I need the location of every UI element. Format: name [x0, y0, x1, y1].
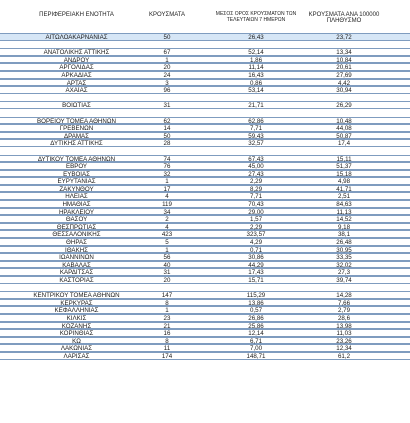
- cases-cell: 8: [165, 299, 169, 307]
- regional-unit-cell: ΒΟΙΩΤΙΑΣ: [62, 102, 91, 110]
- average-cell: 52,14: [248, 49, 264, 57]
- per-100k-cell: 2,79: [337, 307, 351, 315]
- regional-unit-cell: ΔΡΑΜΑΣ: [63, 132, 90, 140]
- cases-cell: 56: [163, 254, 171, 262]
- table-row: [0, 155, 410, 163]
- table-row: [0, 162, 410, 170]
- table-row: [0, 33, 410, 41]
- cases-cell: 74: [163, 155, 171, 163]
- table-row: [0, 192, 410, 200]
- per-100k-cell: 14,28: [336, 292, 352, 300]
- regional-unit-cell: ΑΡΤΑΣ: [66, 79, 87, 87]
- table-row: [0, 208, 410, 216]
- table-row: [0, 48, 410, 56]
- average-cell: 21,71: [248, 102, 264, 110]
- regional-unit-cell: ΚΕΦΑΛΛΗΝΙΑΣ: [54, 307, 99, 315]
- spacer-row: [0, 94, 410, 102]
- regional-unit-cell: ΕΥΒΟΙΑΣ: [63, 170, 90, 178]
- table-row: [0, 306, 410, 314]
- cases-cell: 119: [162, 201, 172, 209]
- regional-unit-cell: ΑΧΑΪΑΣ: [65, 87, 88, 95]
- per-100k-cell: 11,03: [336, 330, 352, 338]
- per-100k-cell: 33,35: [336, 254, 352, 262]
- average-cell: 32,57: [248, 140, 264, 148]
- regional-unit-cell: ΑΡΚΑΔΙΑΣ: [61, 71, 92, 79]
- regional-unit-cell: ΕΒΡΟΥ: [65, 163, 88, 171]
- cases-cell: 174: [161, 352, 173, 360]
- header-cases: ΚΡΟΥΣΜΑΤΑ: [149, 12, 185, 18]
- average-cell: 11,14: [248, 64, 264, 72]
- table-row: [0, 230, 410, 238]
- average-cell: 53,14: [248, 87, 264, 95]
- average-cell: 1,57: [249, 216, 263, 224]
- average-cell: 12,14: [248, 330, 264, 338]
- regional-unit-cell: ΘΕΣΣΑΛΟΝΙΚΗΣ: [52, 231, 101, 239]
- average-cell: 45,00: [248, 163, 264, 171]
- table-row: [0, 352, 410, 360]
- average-cell: 148,71: [246, 352, 266, 360]
- table-row: [0, 314, 410, 322]
- average-cell: 7,00: [249, 345, 263, 353]
- table-row: [0, 215, 410, 223]
- average-cell: 70,43: [248, 201, 264, 209]
- cases-cell: 31: [163, 102, 171, 110]
- spacer-row: [0, 284, 410, 292]
- per-100k-cell: 41,71: [336, 185, 352, 193]
- table-header: [0, 0, 410, 33]
- average-cell: 115,29: [246, 292, 266, 300]
- average-cell: 26,43: [248, 34, 264, 41]
- regional-unit-cell: ΑΝΔΡΟΥ: [63, 56, 90, 64]
- regional-unit-cell: ΗΡΑΚΛΕΙΟΥ: [58, 208, 95, 216]
- table-row: [0, 268, 410, 276]
- per-100k-cell: 30,94: [336, 87, 352, 95]
- average-cell: 323,57: [246, 231, 266, 239]
- per-100k-cell: 51,37: [336, 163, 352, 171]
- spacer-row: [0, 109, 410, 117]
- cases-cell: 423: [161, 231, 173, 239]
- table-row: [0, 132, 410, 140]
- cases-cell: 17: [163, 185, 171, 193]
- cases-cell: 96: [163, 87, 171, 95]
- table-row: [0, 276, 410, 284]
- cases-cell: 8: [165, 337, 169, 345]
- cases-cell: 147: [161, 292, 173, 300]
- average-cell: 59,43: [248, 132, 264, 140]
- regional-unit-cell: ΗΜΑΘΙΑΣ: [62, 201, 91, 209]
- cases-cell: 20: [163, 64, 171, 72]
- per-100k-cell: 13,98: [336, 322, 352, 330]
- cases-cell: 4: [165, 193, 169, 201]
- cases-cell: 16: [163, 330, 171, 338]
- average-cell: 27,43: [248, 170, 264, 178]
- table-row: [0, 177, 410, 185]
- table-row: [0, 299, 410, 307]
- cases-cell: 1: [165, 307, 169, 315]
- per-100k-cell: 39,74: [336, 277, 352, 284]
- average-cell: 2,29: [249, 223, 263, 231]
- cases-cell: 14: [163, 125, 171, 133]
- per-100k-cell: 30,95: [336, 246, 352, 254]
- table-row: [0, 344, 410, 352]
- cases-cell: 62: [163, 117, 171, 125]
- regional-unit-cell: ΘΑΣΟΥ: [65, 216, 88, 224]
- cases-cell: 40: [163, 261, 171, 269]
- per-100k-cell: 4,42: [337, 79, 351, 87]
- table-row: [0, 185, 410, 193]
- average-cell: 0,57: [249, 307, 263, 315]
- regional-unit-cell: ΖΑΚΥΝΘΟΥ: [59, 185, 94, 193]
- regional-unit-cell: ΚΟΡΙΝΘΙΑΣ: [59, 330, 94, 338]
- average-cell: 16,43: [248, 71, 264, 79]
- regional-unit-cell: ΚΑΡΔΙΤΣΑΣ: [59, 269, 94, 277]
- average-cell: 8,29: [249, 185, 263, 193]
- regional-unit-cell: ΔΥΤΙΚΗΣ ΑΤΤΙΚΗΣ: [50, 140, 103, 148]
- table-row: [0, 238, 410, 246]
- cases-cell: 28: [163, 140, 171, 148]
- cases-cell: 11: [163, 345, 171, 353]
- table-row: [0, 63, 410, 71]
- regional-unit-cell: ΑΡΓΟΛΙΔΑΣ: [59, 64, 94, 72]
- table-row: [0, 322, 410, 330]
- regional-unit-cell: ΑΝΑΤΟΛΙΚΗΣ ΑΤΤΙΚΗΣ: [43, 49, 110, 57]
- cases-cell: 31: [163, 269, 171, 277]
- cases-cell: 1: [165, 246, 169, 254]
- cases-cell: 3: [165, 79, 169, 87]
- per-100k-cell: 27,69: [336, 71, 352, 79]
- per-100k-cell: 32,02: [336, 261, 352, 269]
- cases-cell: 1: [165, 178, 169, 186]
- cases-cell: 2: [165, 216, 169, 224]
- header-7day-average: ΜΕΣΟΣ ΟΡΟΣ ΚΡΟΥΣΜΑΤΩΝ ΤΩΝ ΤΕΛΕΥΤΑΙΩΝ 7 ΗΜΕΡΩΝ: [215, 11, 297, 23]
- table-row: [0, 170, 410, 178]
- regional-unit-cell: ΚΟΖΑΝΗΣ: [61, 322, 92, 330]
- cases-cell: 34: [163, 208, 171, 216]
- per-100k-cell: 2,51: [337, 193, 351, 201]
- per-100k-cell: 14,52: [336, 216, 352, 224]
- average-cell: 1,86: [249, 56, 263, 64]
- regional-unit-cell: ΚΙΛΚΙΣ: [66, 314, 87, 322]
- table-row: [0, 124, 410, 132]
- table-row: [0, 71, 410, 79]
- cases-cell: 32: [163, 170, 171, 178]
- cases-cell: 23: [163, 314, 171, 322]
- regional-unit-cell: ΓΡΕΒΕΝΩΝ: [59, 125, 94, 133]
- cases-cell: 1: [165, 56, 169, 64]
- regional-unit-cell: ΘΕΣΠΡΩΤΙΑΣ: [56, 223, 97, 231]
- regional-unit-cell: ΚΩ: [72, 337, 81, 345]
- cases-cell: 5: [165, 239, 169, 247]
- per-100k-cell: 4,98: [337, 178, 351, 186]
- per-100k-cell: 20,61: [336, 64, 352, 72]
- per-100k-cell: 50,87: [336, 132, 352, 140]
- table-row: [0, 200, 410, 208]
- per-100k-cell: 15,18: [336, 170, 352, 178]
- table-row: [0, 79, 410, 87]
- average-cell: 62,86: [248, 117, 264, 125]
- average-cell: 7,71: [249, 125, 263, 133]
- cases-table: [0, 33, 410, 360]
- per-100k-cell: 26,29: [336, 102, 352, 110]
- regional-unit-cell: ΙΘΑΚΗΣ: [65, 246, 88, 254]
- table-row: [0, 101, 410, 109]
- per-100k-cell: 26,48: [336, 239, 352, 247]
- per-100k-cell: 7,66: [337, 299, 351, 307]
- table-row: [0, 253, 410, 261]
- per-100k-cell: 84,63: [336, 201, 352, 209]
- regional-unit-cell: ΛΑΚΩΝΙΑΣ: [60, 345, 93, 353]
- header-cases-per-100k: ΚΡΟΥΣΜΑΤΑ ΑΝΑ 100000 ΠΛΗΘΥΣΜΟ: [308, 12, 380, 24]
- average-cell: 15,71: [248, 277, 264, 284]
- average-cell: 6,71: [249, 337, 263, 345]
- per-100k-cell: 27,3: [337, 269, 351, 277]
- regional-unit-cell: ΚΕΝΤΡΙΚΟΥ ΤΟΜΕΑ ΑΘΗΝΩΝ: [33, 292, 120, 300]
- cases-cell: 20: [163, 277, 171, 284]
- regional-unit-cell: ΚΑΒΑΛΑΣ: [62, 261, 91, 269]
- table-row: [0, 117, 410, 125]
- table-row: [0, 329, 410, 337]
- per-100k-cell: 12,34: [336, 345, 352, 353]
- per-100k-cell: 61,2: [337, 352, 351, 360]
- cases-cell: 50: [163, 132, 171, 140]
- cases-cell: 24: [163, 71, 171, 79]
- table-row: [0, 86, 410, 94]
- average-cell: 25,86: [248, 322, 264, 330]
- regional-unit-cell: ΘΗΡΑΣ: [66, 239, 87, 247]
- per-100k-cell: 9,18: [337, 223, 351, 231]
- table-row: [0, 261, 410, 269]
- regional-unit-cell: ΒΟΡΕΙΟΥ ΤΟΜΕΑ ΑΘΗΝΩΝ: [37, 117, 116, 125]
- regional-unit-cell: ΙΩΑΝΝΙΝΩΝ: [59, 254, 94, 262]
- cases-cell: 50: [163, 34, 171, 41]
- table-row: [0, 291, 410, 299]
- spacer-row: [0, 41, 410, 49]
- per-100k-cell: 13,34: [336, 49, 352, 57]
- regional-unit-cell: ΚΕΡΚΥΡΑΣ: [60, 299, 93, 307]
- average-cell: 2,29: [249, 178, 263, 186]
- per-100k-cell: 23,26: [336, 337, 352, 345]
- average-cell: 7,71: [249, 193, 263, 201]
- per-100k-cell: 17,4: [337, 140, 351, 148]
- average-cell: 17,43: [248, 269, 264, 277]
- per-100k-cell: 23,72: [336, 34, 352, 41]
- average-cell: 67,43: [248, 155, 264, 163]
- average-cell: 26,86: [248, 314, 264, 322]
- per-100k-cell: 10,48: [336, 117, 352, 125]
- average-cell: 0,86: [249, 79, 263, 87]
- table-row: [0, 246, 410, 254]
- average-cell: 13,86: [248, 299, 264, 307]
- per-100k-cell: 38,1: [337, 231, 351, 239]
- per-100k-cell: 44,08: [336, 125, 352, 133]
- per-100k-cell: 28,6: [337, 314, 351, 322]
- average-cell: 44,29: [248, 261, 264, 269]
- header-regional-unit: ΠΕΡΙΦΕΡΕΙΑΚΗ ΕΝΟΤΗΤΑ: [39, 12, 114, 18]
- regional-unit-cell: ΔΥΤΙΚΟΥ ΤΟΜΕΑ ΑΘΗΝΩΝ: [37, 155, 116, 163]
- regional-unit-cell: ΑΙΤΩΛΟΑΚΑΡΝΑΝΙΑΣ: [45, 34, 108, 41]
- regional-unit-cell: ΛΑΡΙΣΑΣ: [63, 352, 90, 360]
- regional-unit-cell: ΚΑΣΤΟΡΙΑΣ: [59, 277, 94, 284]
- average-cell: 30,86: [248, 254, 264, 262]
- table-row: [0, 56, 410, 64]
- spacer-row: [0, 147, 410, 155]
- cases-cell: 4: [165, 223, 169, 231]
- cases-cell: 21: [163, 322, 171, 330]
- average-cell: 29,00: [248, 208, 264, 216]
- regional-unit-cell: ΕΥΡΥΤΑΝΙΑΣ: [57, 178, 96, 186]
- per-100k-cell: 11,13: [336, 208, 352, 216]
- regional-unit-cell: ΗΛΕΙΑΣ: [65, 193, 88, 201]
- cases-cell: 76: [163, 163, 171, 171]
- per-100k-cell: 10,84: [336, 56, 352, 64]
- cases-cell: 67: [163, 49, 171, 57]
- table-row: [0, 223, 410, 231]
- table-row: [0, 337, 410, 345]
- table-row: [0, 139, 410, 147]
- per-100k-cell: 15,11: [336, 155, 352, 163]
- average-cell: 4,29: [249, 239, 263, 247]
- average-cell: 0,71: [249, 246, 263, 254]
